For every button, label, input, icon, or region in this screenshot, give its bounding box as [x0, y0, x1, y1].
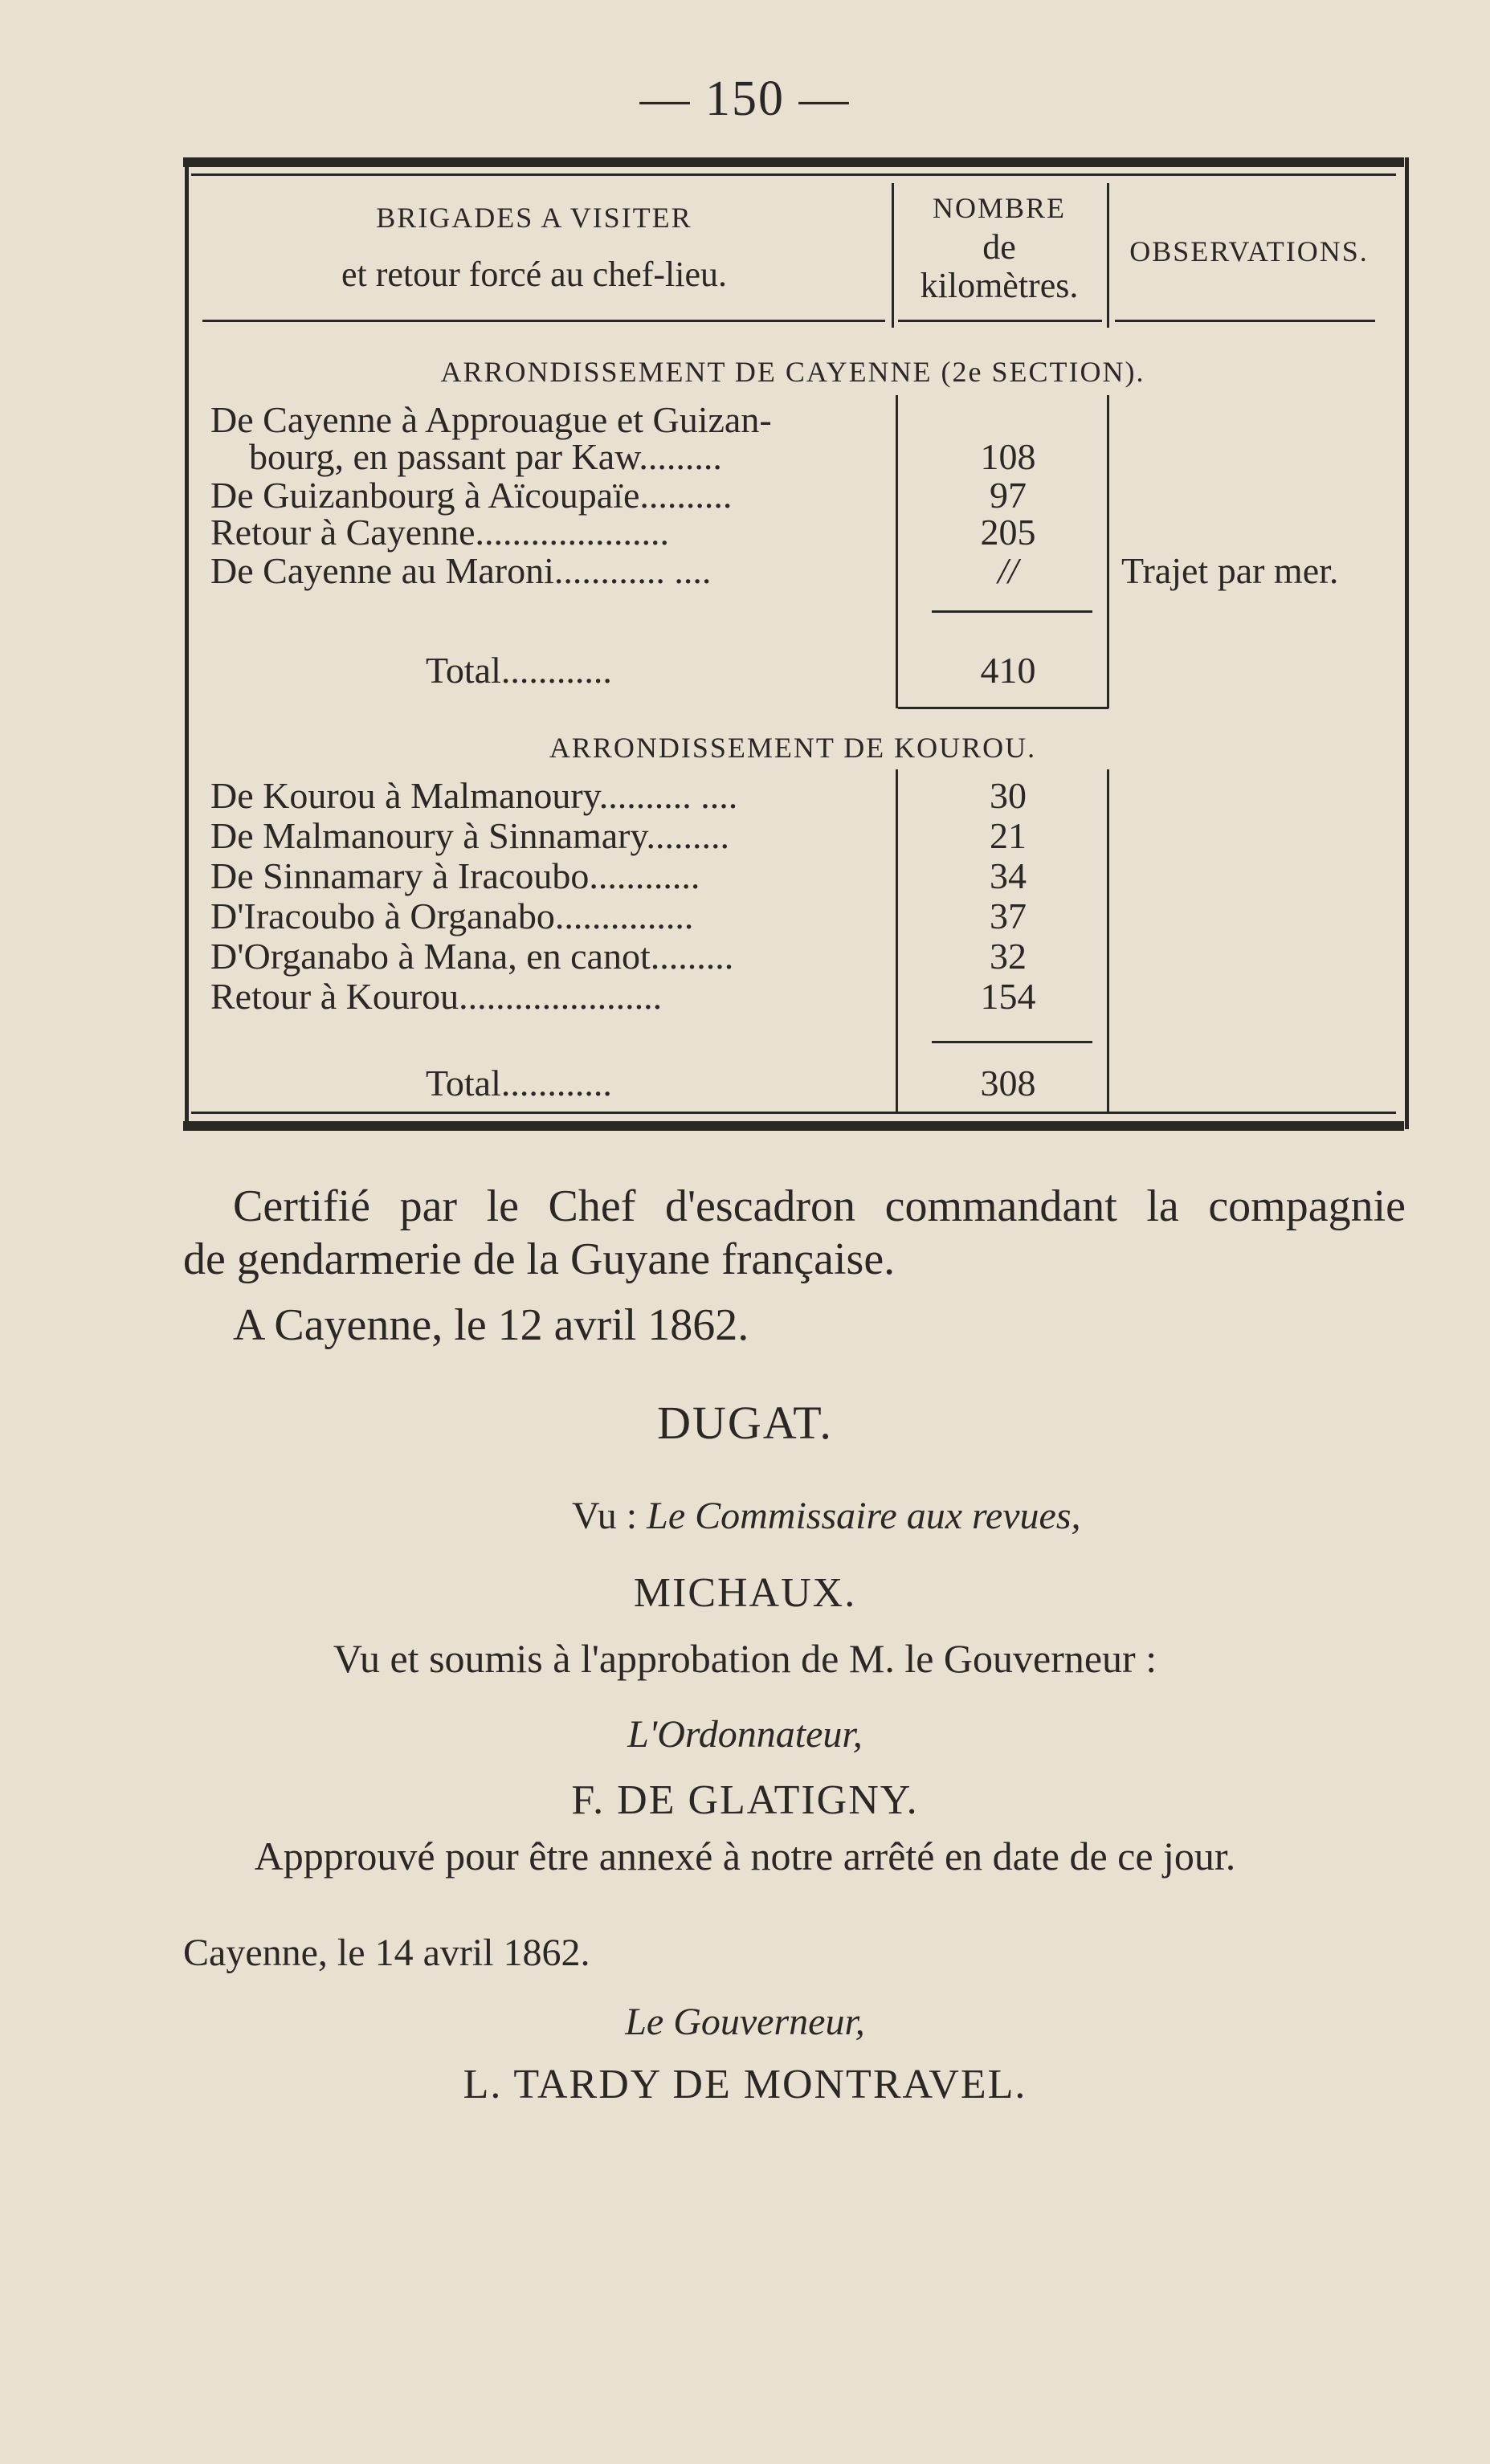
- s2-row-2-label: De Malmanoury à Sinnamary.........: [210, 815, 729, 856]
- s1-row-4-km: //: [998, 550, 1019, 591]
- arrete-place-date: Cayenne, le 14 avril 1862.: [183, 1932, 590, 1974]
- s1-total-rule: [932, 610, 1092, 613]
- vu-prefix: Vu :: [572, 1495, 638, 1537]
- vu-line: [572, 1494, 1081, 1538]
- header-observations: OBSERVATIONS.: [1129, 235, 1369, 267]
- s2-row-2-km: 21: [990, 815, 1027, 856]
- approbation-line: Vu et soumis à l'approbation de M. le Gouverneur :: [333, 1636, 1157, 1681]
- s1-row-2-km: 97: [990, 475, 1027, 516]
- gouverneur-title: Le Gouverneur,: [625, 2001, 865, 2043]
- header-brigades-sub: et retour forcé au chef-lieu.: [341, 255, 728, 294]
- table-top-rule: [183, 157, 1404, 167]
- s2-row-1-km: 30: [990, 775, 1027, 816]
- s1-row-1-label-b: bourg, en passant par Kaw.........: [249, 436, 722, 477]
- signature-dugat: DUGAT.: [657, 1397, 833, 1449]
- table-bottom-rule: [183, 1121, 1404, 1131]
- header-underline-2: [898, 320, 1102, 322]
- s2-col-sep-1: [896, 769, 898, 1113]
- s2-total-label: Total............: [426, 1063, 612, 1103]
- s2-row-6-label: Retour à Kourou......................: [210, 976, 663, 1017]
- s2-row-3-label: De Sinnamary à Iracoubo............: [210, 855, 700, 896]
- header-underline-1: [202, 320, 885, 322]
- s2-row-5-label: D'Organabo à Mana, en canot.........: [210, 936, 734, 977]
- header-nombre-de: de: [982, 227, 1016, 267]
- s1-total-label: Total............: [426, 650, 612, 691]
- s1-col-sep-1: [896, 395, 898, 708]
- signature-glatigny: F. DE GLATIGNY.: [571, 1777, 919, 1823]
- section-cayenne-title: ARRONDISSEMENT DE CAYENNE (2e SECTION).: [440, 356, 1145, 388]
- s1-bottom-rule: [898, 707, 1108, 709]
- s2-col-sep-2: [1107, 769, 1109, 1113]
- table-top-rule-thin: [191, 173, 1396, 176]
- s1-row-3-label: Retour à Cayenne.....................: [210, 512, 670, 553]
- s2-row-4-km: 37: [990, 895, 1027, 936]
- section-kourou-title: ARRONDISSEMENT DE KOUROU.: [549, 732, 1037, 764]
- s2-total-rule: [932, 1041, 1092, 1043]
- s1-row-3-km: 205: [980, 512, 1036, 553]
- ordonnateur-title: L'Ordonnateur,: [627, 1713, 863, 1756]
- s2-total-km: 308: [980, 1063, 1036, 1103]
- signature-michaux: MICHAUX.: [633, 1570, 857, 1616]
- signature-montravel: L. TARDY DE MONTRAVEL.: [463, 2062, 1027, 2107]
- s1-col-sep-2: [1107, 395, 1109, 708]
- s1-row-1-label-a: De Cayenne à Approuague et Guizan-: [210, 399, 772, 440]
- table-bottom-rule-thin: [191, 1112, 1396, 1114]
- certification-line-1: Certifié par le Chef d'escadron commandant la compagnie: [233, 1181, 1406, 1231]
- s2-row-6-km: 154: [980, 976, 1036, 1017]
- s1-total-km: 410: [980, 650, 1036, 691]
- s1-row-1-km: 108: [980, 436, 1036, 477]
- certification-line-2: de gendarmerie de la Guyane française.: [183, 1234, 896, 1284]
- s2-row-1-label: De Kourou à Malmanoury.......... ....: [210, 775, 738, 816]
- page-number: — 150 —: [639, 71, 851, 126]
- header-nombre: NOMBRE: [932, 192, 1067, 224]
- header-brigades: BRIGADES A VISITER: [376, 202, 692, 234]
- s1-row-4-label: De Cayenne au Maroni............ ....: [210, 550, 712, 591]
- s2-row-5-km: 32: [990, 936, 1027, 977]
- arrete-line-1: Appprouvé pour être annexé à notre arrêté en date de ce jour.: [254, 1834, 1236, 1879]
- s2-row-4-label: D'Iracoubo à Organabo...............: [210, 895, 694, 936]
- s1-row-2-label: De Guizanbourg à Aïcoupaïe..........: [210, 475, 733, 516]
- header-nombre-km: kilomètres.: [920, 266, 1079, 305]
- header-underline-3: [1115, 320, 1375, 322]
- vu-title: Le Commissaire aux revues,: [647, 1495, 1081, 1537]
- s1-row-4-obs: Trajet par mer.: [1121, 550, 1339, 591]
- certification-place-date: A Cayenne, le 12 avril 1862.: [233, 1300, 749, 1350]
- s2-row-3-km: 34: [990, 855, 1027, 896]
